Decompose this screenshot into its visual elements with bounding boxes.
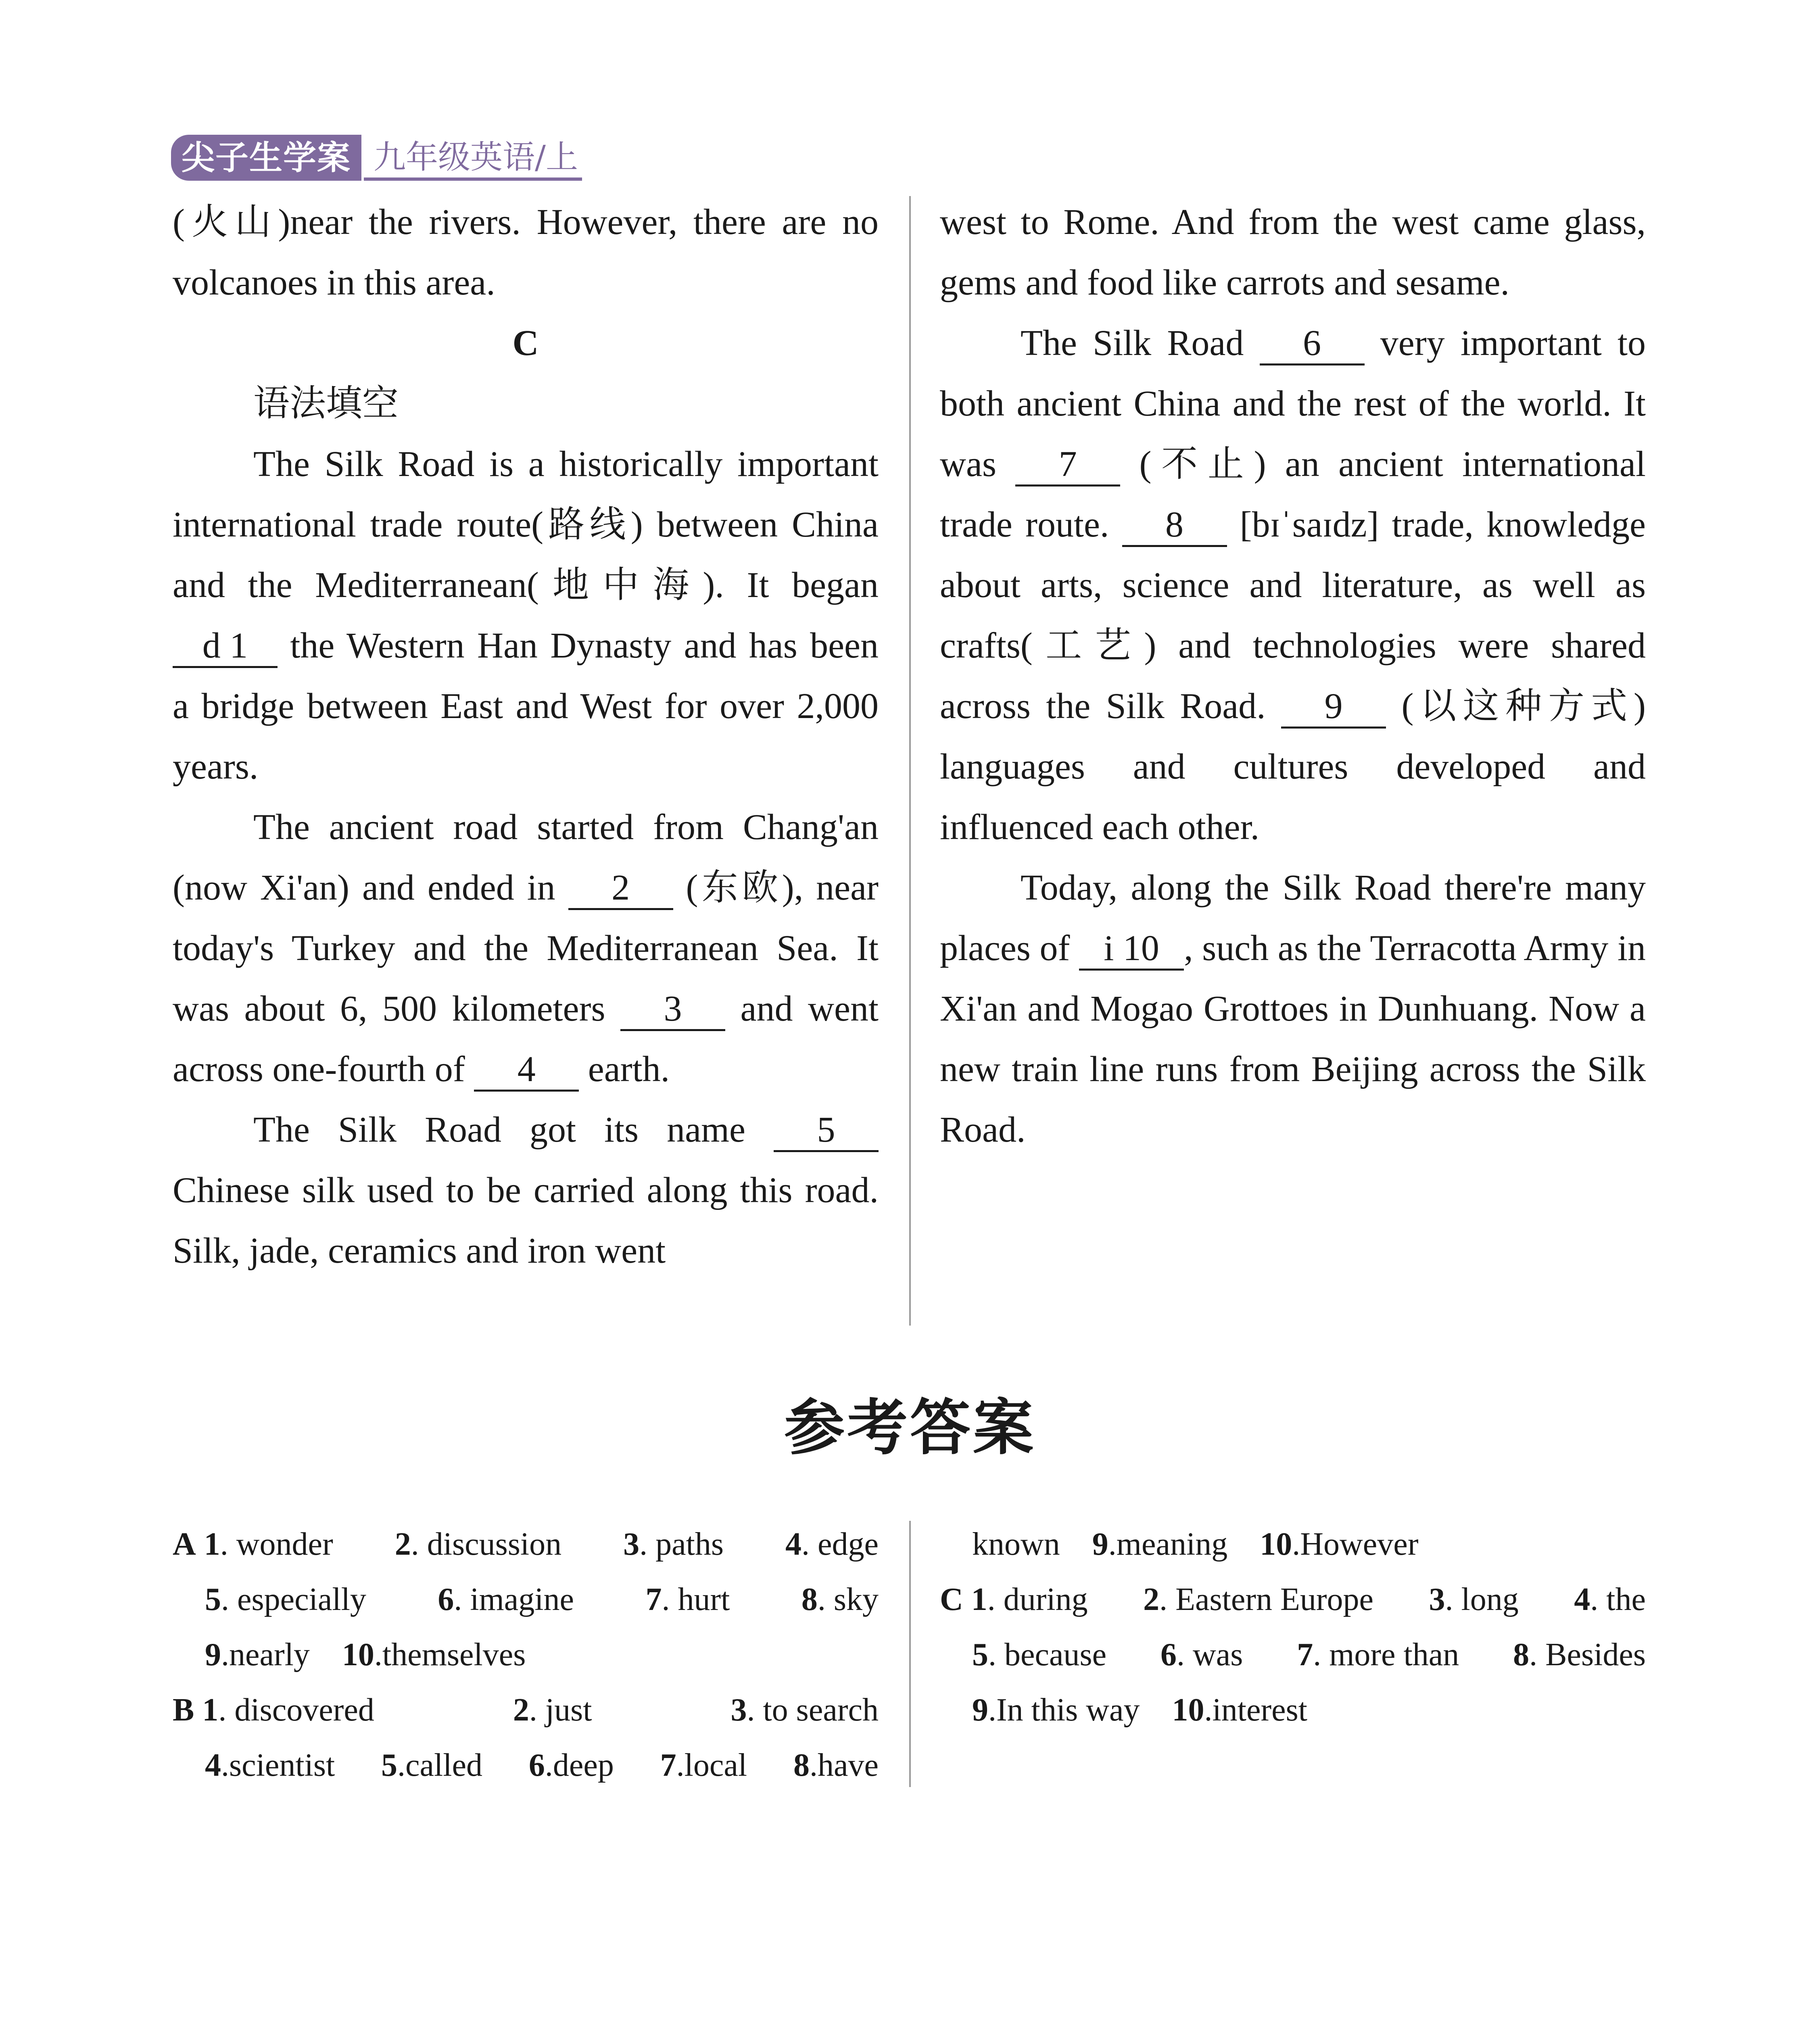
- answers-right: [940, 1517, 1646, 1738]
- answer-row: 9.nearly 10.themselves: [205, 1637, 526, 1672]
- section-title: 语法填空: [253, 384, 399, 424]
- blank-10[interactable]: i 10: [1079, 928, 1184, 971]
- answers-left: [173, 1517, 879, 1793]
- paragraph-2: The ancient road started from Chang'an (now Xi'an) and ended in 2 (东欧), near today's Turkey and the Mediterranean Sea. It was about 6, 500 kilometers 3 and went across one-fourth of 4 earth.: [173, 797, 879, 1100]
- blank-4[interactable]: 4: [474, 1049, 579, 1092]
- subject-label: 九年级英语/上: [364, 137, 582, 181]
- right-column: [940, 192, 1646, 1160]
- section-letter: C: [512, 323, 539, 363]
- answer-row: B 1. discovered 2. just 3. to search: [173, 1692, 879, 1728]
- blank-8[interactable]: 8: [1122, 505, 1227, 547]
- blank-2[interactable]: 2: [568, 868, 673, 910]
- blank-3[interactable]: 3: [620, 989, 725, 1031]
- page-header: [171, 131, 582, 181]
- answer-row: 5. especially 6. imagine 7. hurt 8. sky: [205, 1582, 879, 1617]
- paragraph-3: The Silk Road got its name 5 Chinese silk used to be carried along this road. Silk, jade, ceramics and iron went: [173, 1110, 879, 1271]
- blank-6[interactable]: 6: [1260, 323, 1365, 365]
- answer-row: 5. because 6. was 7. more than 8. Besides: [972, 1637, 1646, 1672]
- answer-row: known 9.meaning 10.However: [972, 1526, 1419, 1562]
- answer-row: 9.In this way 10.interest: [972, 1692, 1307, 1728]
- paragraph-5: Today, along the Silk Road there're many places of i 10, such as the Terracotta Army in Xi'an and Mogao Grottoes in Dunhuang. Now a new train line runs from Beijing across the Silk Road.: [940, 868, 1646, 1150]
- answer-row: C 1. during 2. Eastern Europe 3. long 4. the: [940, 1582, 1646, 1617]
- answer-row: 4.scientist 5.called 6.deep 7.local 8.have: [205, 1748, 879, 1783]
- blank-1[interactable]: d 1: [173, 626, 278, 668]
- blank-7[interactable]: 7: [1015, 444, 1120, 487]
- left-column: [173, 192, 879, 1281]
- answer-row: A 1. wonder 2. discussion 3. paths 4. edge: [173, 1526, 879, 1562]
- blank-9[interactable]: 9: [1281, 686, 1386, 729]
- paragraph-4: The Silk Road 6 very important to both ancient China and the rest of the world. It was 7 (不止) an ancient international trade route. 8 [bɪˈsaɪdz] trade, knowledge about arts, science and literature, as well as crafts(工艺) and technologies were shared across the Silk Road. 9 (以这种方式) languages and cultures developed and influenced each other.: [940, 323, 1646, 847]
- answers-divider: [909, 1521, 911, 1787]
- brand-label: 尖子生学案: [171, 135, 361, 181]
- paragraph-1: The Silk Road is a historically important international trade route(路线) between China and the Mediterranean(地中海). It began d 1 the Western Han Dynasty and has been a bridge between East and West for over 2,000 years.: [173, 444, 879, 787]
- column-divider: [909, 196, 911, 1326]
- continued-paragraph: (火山)near the rivers. However, there are no volcanoes in this area.: [173, 202, 879, 303]
- blank-5[interactable]: 5: [774, 1110, 879, 1152]
- answers-title: 参考答案: [784, 1393, 1036, 1463]
- continued-paragraph-right: west to Rome. And from the west came glass, gems and food like carrots and sesame.: [940, 202, 1646, 303]
